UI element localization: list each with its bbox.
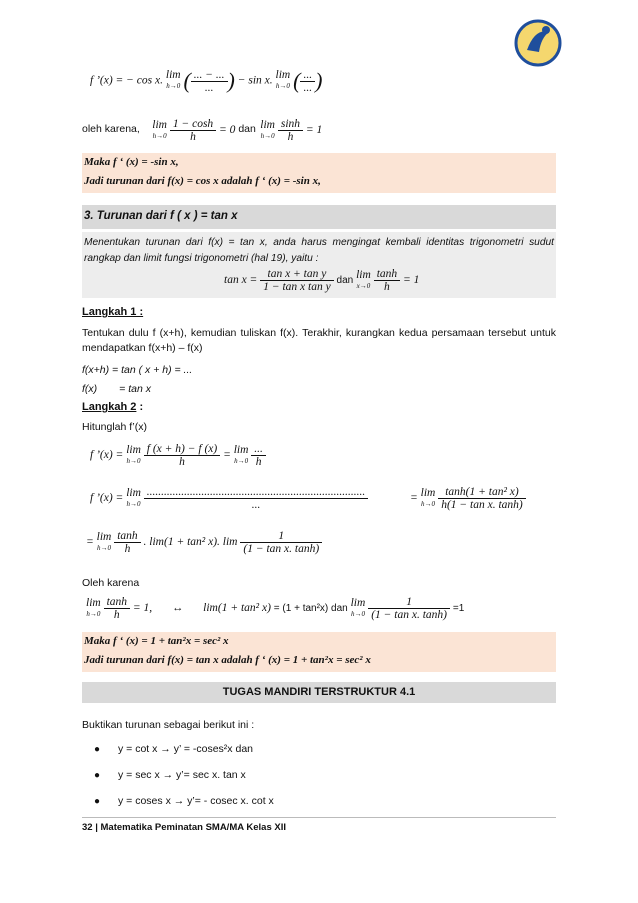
lim-subscript: h→0 [420,499,435,508]
fraction-numerator: tanh [114,530,140,543]
fraction-denominator: h [113,609,120,621]
bullet-icon: ● [94,796,101,807]
equals-one: = 1 [305,124,323,137]
fraction-numerator: tanh(1 + tan² x) [438,486,526,499]
conclusion-box-cos [82,153,556,193]
info-text: Menentukan turunan dari f(x) = tan x, anda harus mengingat kembali identitas trigonometri sudut rangkap dan limit fungsi trigonometri (hal 19), yaitu : [84,237,554,264]
derivative-tan-step-formula [90,486,368,511]
fraction-denominator: h [179,456,185,468]
equals-sign: = [86,536,94,549]
lim-subscript: h→0 [260,131,275,140]
dan-text: dan [238,122,256,135]
fraction-numerator: tanh [374,268,400,281]
derivative-definition-formula [90,443,266,468]
lim-subscript: h→0 [275,82,290,90]
conclusion-line-2: Jadi turunan dari f(x) = cos x adalah f ‘ (x) = -sin x, [84,175,321,187]
fraction-denominator: ... [303,81,313,94]
fraction-numerator: tan x + tan y [260,268,333,281]
fx-value: = tan x [119,383,151,395]
lim-subscript: h→0 [350,609,365,618]
fraction-denominator: (1 − tan x. tanh) [243,543,320,555]
fraction-denominator: h(1 − tan x. tanh) [441,499,523,511]
lim-label: lim [275,69,291,81]
fraction-numerator: ... [251,443,266,456]
lim-label: lim [420,486,436,499]
tugas-item: y = cot x → y’ = -coses²x dan [118,743,253,755]
langkah-2-title: Langkah 2 [82,401,137,413]
lim-label: lim [260,118,275,131]
formula-lhs: f ’(x) = [90,449,124,462]
conclusion-line-2: Jadi turunan dari f(x) = tan x adalah f ‘ (x) = 1 + tan²x = sec² x [84,654,371,666]
fraction-denominator: 1 − tan x tan y [263,281,331,293]
tugas-header [82,682,556,703]
equals-one: =1 [452,603,465,615]
langkah-1-line-1: f(x+h) = tan ( x + h) = ... [82,364,193,376]
info-box [82,232,556,298]
langkah-1-title: Langkah 1 : [82,306,144,318]
footer-divider [82,817,556,818]
bullet-icon: ● [94,770,101,781]
oleh-karena-text: oleh karena, [82,122,140,135]
tugas-title: TUGAS MANDIRI TERSTRUKTUR 4.1 [222,686,416,698]
equals-one: = 1 [403,274,420,287]
section-3-header [82,205,556,229]
bullet-icon: ● [94,744,101,755]
lim-label: lim [126,486,141,499]
lim-subscript: h→0 [234,456,249,465]
lim-subscript: x→0 [356,281,371,290]
fraction-numerator: ... − ... [191,69,228,82]
lim-label: lim [126,443,141,456]
tugas-intro: Buktikan turunan sebagai berikut ini : [82,719,255,731]
lim-tan-expression: lim(1 + tan² x) [203,602,271,615]
derivative-tan-result-formula [410,486,526,511]
fraction-denominator: h [255,456,262,468]
lim-subscript: h→0 [126,499,141,508]
equals-sign: = [223,449,231,462]
oleh-karena-2-formula [86,596,464,621]
formula-middle: − sin x. [237,74,273,87]
fraction-numerator: 1 [240,530,322,543]
lim-label: lim [356,268,371,281]
lim-subscript: h→0 [96,543,111,552]
fraction-denominator: (1 − tan x. tanh) [371,609,447,621]
langkah-1-text: Tentukan dulu f (x+h), kemudian tuliskan f(x). Terakhir, kurangkan kedua persamaan tersebut untuk mendapatkan f(x+h) – f(x) [82,327,556,354]
fraction-numerator: sinh [278,118,303,131]
section-3-title: 3. Turunan dari f ( x ) = tan x [84,210,238,222]
lim-subscript: h→0 [152,131,167,140]
equivalence-arrow-icon: ↔ [171,602,184,615]
equals-sign: = [410,492,418,505]
fraction-denominator: ... [251,499,261,511]
fraction-numerator: tanh [104,596,130,609]
tugas-item: y = coses x → y’= - cosec x. cot x [118,795,274,807]
tan-identity-formula [224,268,419,293]
top-derivative-formula: f ’(x) = − cos x. lim h→0 ( $\frac{... - ...}{...}$ ) − sin x. lim h→0 ( $\frac{...}{...}$ ) [90,68,323,94]
formula-lhs: f ’(x) = [90,492,124,505]
conclusion-line-1: Maka f ‘ (x) = -sin x, [84,156,179,168]
lim-label: lim [86,596,101,609]
tugas-item: y = sec x → y’= sec x. tan x [118,769,246,781]
fraction-denominator: h [287,131,294,143]
lim-label: lim [233,443,249,456]
school-logo-icon [513,18,563,68]
lim-subscript: h→0 [86,609,101,618]
lim-subscript: h→0 [126,456,141,465]
lim-tan-result: = (1 + tan²x) dan [273,603,348,615]
fraction-numerator: 1 − cosh [170,118,216,131]
fraction-numerator: ............................................................................ [144,486,369,499]
equals-one: = 1, [132,602,153,615]
fraction-numerator: f (x + h) − f (x) [144,443,220,456]
fraction-denominator: h [384,281,390,293]
fraction-denominator: h [190,131,196,143]
fraction-denominator: ... [204,81,214,94]
langkah-2-colon: : [136,401,144,413]
conclusion-box-tan [82,632,556,672]
fraction-numerator: ... [300,69,315,82]
lim-label: lim [165,69,181,81]
langkah-2-heading [82,401,143,413]
conclusion-line-1: Maka f ‘ (x) = 1 + tan²x = sec² x [84,635,229,647]
formula-lhs: f ’(x) = − cos x. [90,74,163,87]
equals-zero: = 0 [219,124,236,137]
oleh-karena-2-text: Oleh karena [82,577,140,589]
langkah-1-line-2 [82,382,151,396]
limit-product-formula [86,530,322,555]
fraction-denominator: h [124,543,131,555]
footer-text: 32 | Matematika Peminatan SMA/MA Kelas XII [82,822,286,833]
limit-product-middle: . lim(1 + tan² x). lim [143,536,238,549]
identity-lhs: tan x = [224,274,258,287]
lim-label: lim [350,596,366,609]
fx-label: f(x) [82,383,98,395]
lim-subscript: h→0 [166,82,181,90]
fraction-numerator: 1 [368,596,450,609]
lim-label: lim [152,118,167,131]
dan-text: dan [336,275,354,287]
langkah-2-text: Hitunglah f’(x) [82,421,147,433]
oleh-karena-line [82,118,322,143]
lim-label: lim [96,530,112,543]
